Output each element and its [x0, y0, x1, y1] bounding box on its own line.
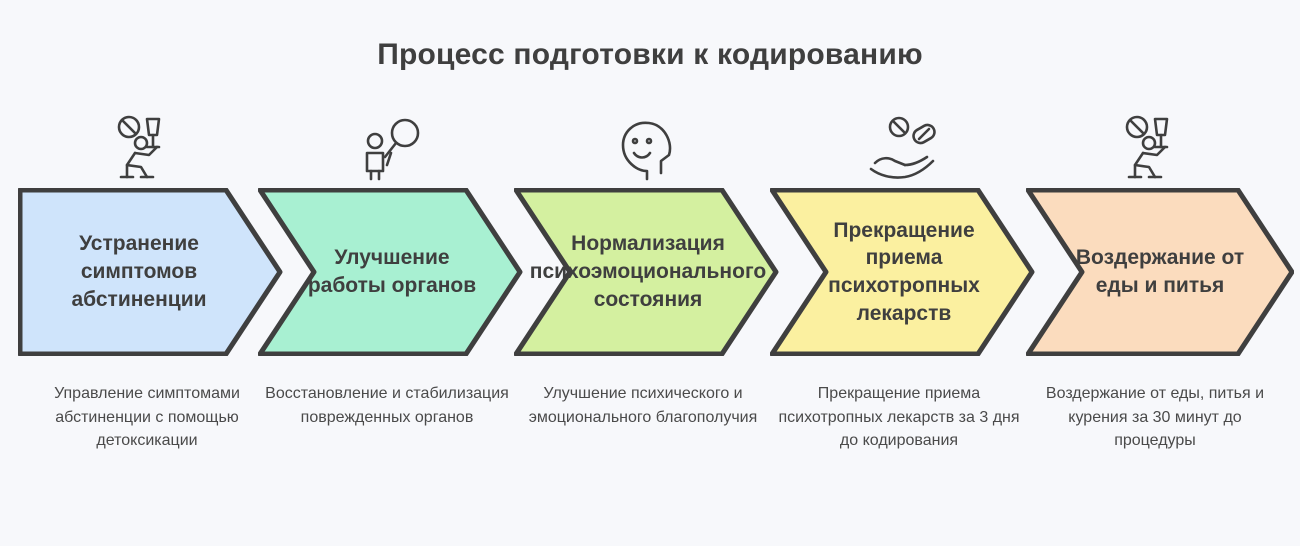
- step-label-5: Воздержание от еды и питья: [1075, 246, 1245, 297]
- process-step-3[interactable]: [514, 110, 782, 530]
- step-label-2: Улучшение работы органов: [307, 246, 477, 297]
- step-description-4: Прекращение приема психотропных лекарств за 3 дня до кодирования: [778, 385, 1020, 450]
- person-magnifier-icon: [258, 110, 526, 188]
- process-step-4[interactable]: [770, 110, 1038, 530]
- step-description-3: Улучшение психического и эмоционального благополучия: [528, 385, 758, 426]
- step-label-3: Нормализация психоэмоционального состояния: [529, 232, 767, 311]
- page-title: Процесс подготовки к кодированию: [377, 38, 923, 71]
- process-flow: [18, 110, 1282, 530]
- process-step-2[interactable]: [258, 110, 526, 530]
- person-no-alcohol-icon: [18, 110, 286, 188]
- step-description-1: Управление симптомами абстиненции с помощью детоксикации: [54, 385, 240, 450]
- step-description-5: Воздержание от еды, питья и курения за 30 минут до процедуры: [1045, 385, 1265, 450]
- process-step-5[interactable]: [1026, 110, 1294, 530]
- step-description-2: Восстановление и стабилизация поврежденных органов: [265, 385, 509, 426]
- person-no-food-icon: [1026, 110, 1294, 188]
- step-label-4: Прекращение приема психотропных лекарств: [828, 218, 980, 325]
- hand-pills-icon: [770, 110, 1038, 188]
- head-smile-icon: [514, 110, 782, 188]
- step-label-1: Устранение симптомов абстиненции: [71, 232, 207, 311]
- process-step-1[interactable]: [18, 110, 286, 530]
